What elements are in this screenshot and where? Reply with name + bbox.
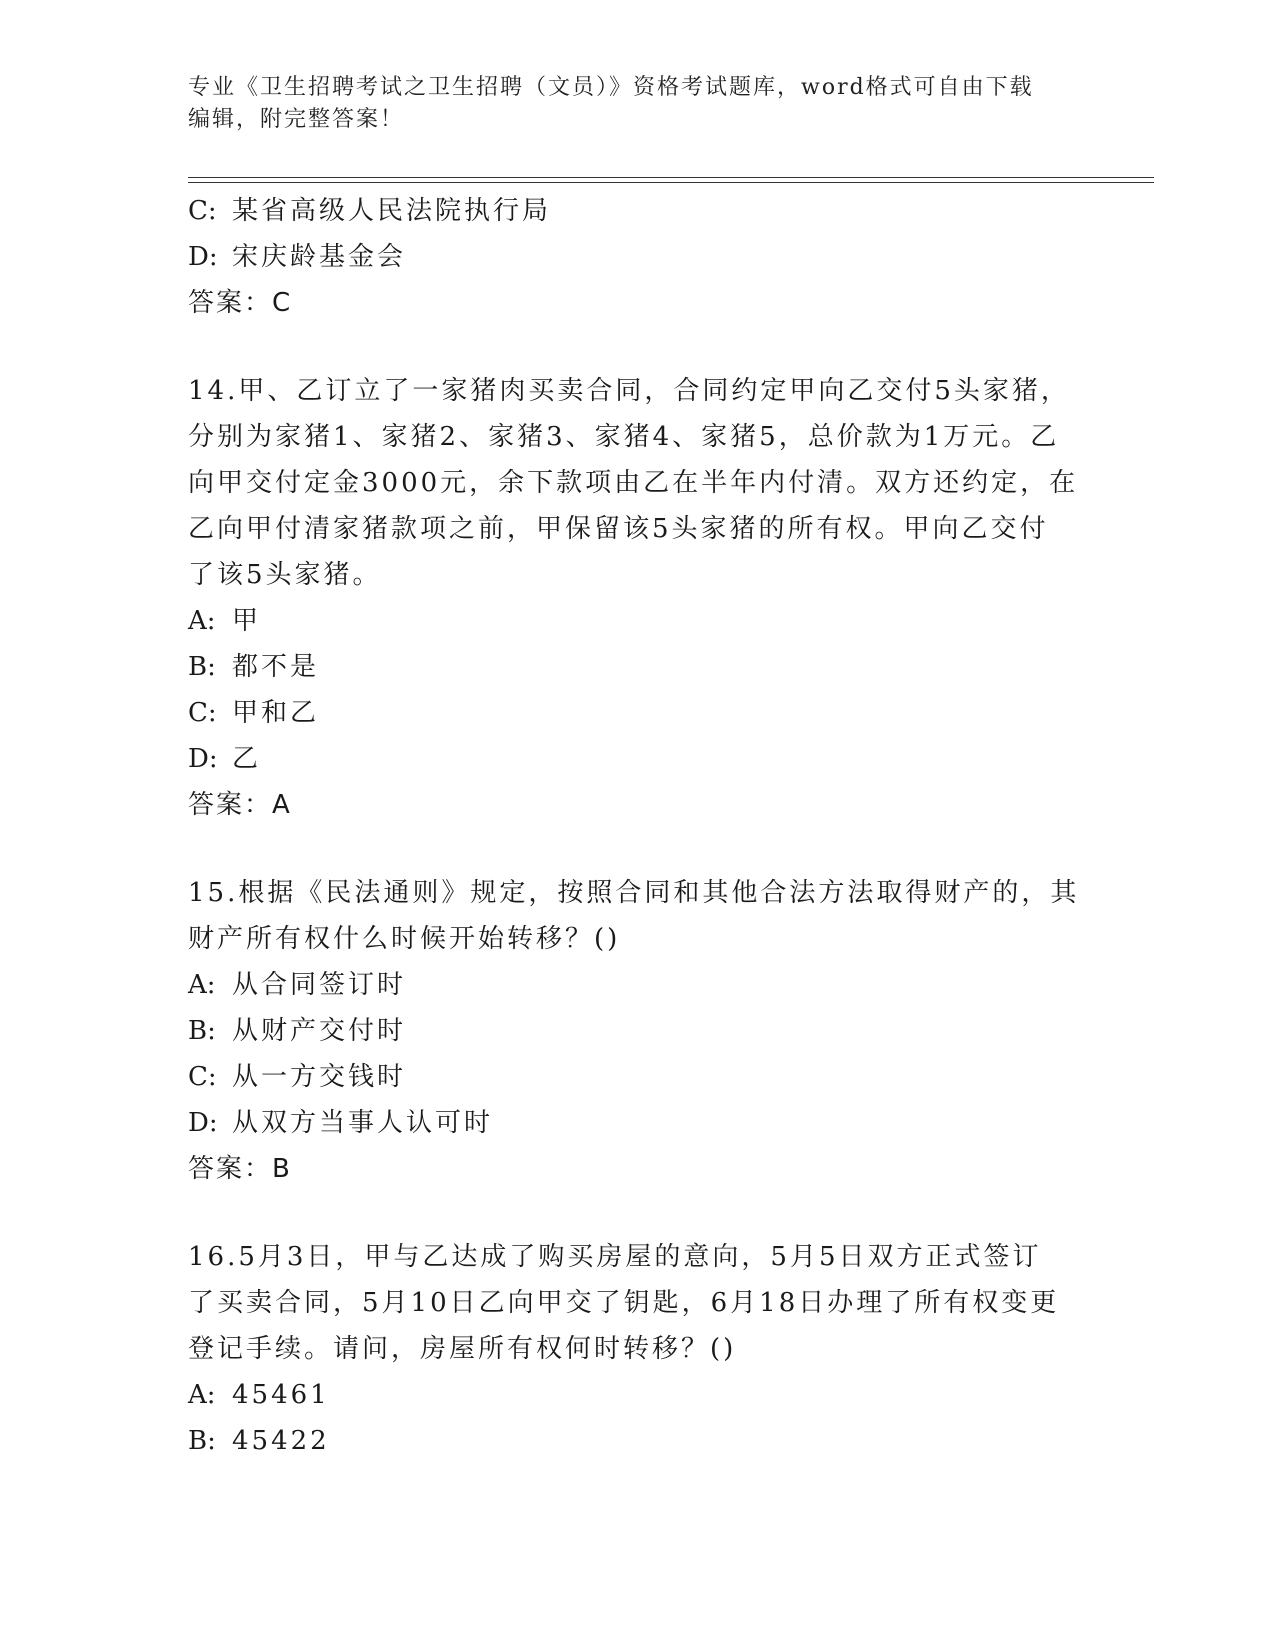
question-13-tail — [188, 188, 1088, 326]
question-text-line: 分别为家猪1、家猪2、家猪3、家猪4、家猪5，总价款为1万元。乙 — [188, 422, 1060, 452]
question-text-line: 16.5月3日，甲与乙达成了购买房屋的意向，5月5日双方正式签订 — [188, 1242, 1042, 1272]
option-b: B: 45422 — [188, 1426, 330, 1456]
option-a: A: 45461 — [188, 1380, 330, 1410]
question-14 — [188, 368, 1088, 828]
option-b: B: 从财产交付时 — [188, 1016, 407, 1046]
question-content — [188, 188, 1088, 1464]
header-rule-bottom — [188, 182, 1154, 183]
option-d: D: 宋庆龄基金会 — [188, 242, 407, 272]
option-b: B: 都不是 — [188, 652, 320, 682]
option-c: C: 从一方交钱时 — [188, 1062, 407, 1092]
question-text-line: 乙向甲付清家猪款项之前，甲保留该5头家猪的所有权。甲向乙交付 — [188, 514, 1049, 544]
question-text-line: 14.甲、乙订立了一家猪肉买卖合同，合同约定甲向乙交付5头家猪， — [188, 376, 1070, 406]
header-rule-top — [188, 177, 1154, 178]
question-15 — [188, 870, 1088, 1192]
option-d: D: 乙 — [188, 744, 262, 774]
question-text-line: 了买卖合同，5月10日乙向甲交了钥匙，6月18日办理了所有权变更 — [188, 1288, 1060, 1318]
header-line-2: 编辑，附完整答案！ — [188, 107, 405, 132]
question-text-line: 登记手续。请问，房屋所有权何时转移？() — [188, 1334, 737, 1364]
answer-line: 答案：A — [188, 790, 292, 820]
option-c: C: 甲和乙 — [188, 698, 320, 728]
answer-line: 答案：B — [188, 1154, 292, 1184]
document-header — [188, 72, 1088, 136]
answer-line: 答案：C — [188, 288, 293, 318]
option-c: C: 某省高级人民法院执行局 — [188, 196, 552, 226]
question-text-line: 15.根据《民法通则》规定，按照合同和其他合法方法取得财产的，其 — [188, 878, 1080, 908]
question-16 — [188, 1234, 1088, 1464]
option-d: D: 从双方当事人认可时 — [188, 1108, 494, 1138]
option-a: A: 从合同签订时 — [188, 970, 407, 1000]
header-line-1: 专业《卫生招聘考试之卫生招聘（文员）》资格考试题库，word格式可自由下载 — [188, 75, 1034, 100]
question-text-line: 财产所有权什么时候开始转移？() — [188, 924, 621, 954]
question-text-line: 了该5头家猪。 — [188, 560, 382, 590]
question-text-line: 向甲交付定金3000元，余下款项由乙在半年内付清。双方还约定，在 — [188, 468, 1079, 498]
option-a: A: 甲 — [188, 606, 262, 636]
